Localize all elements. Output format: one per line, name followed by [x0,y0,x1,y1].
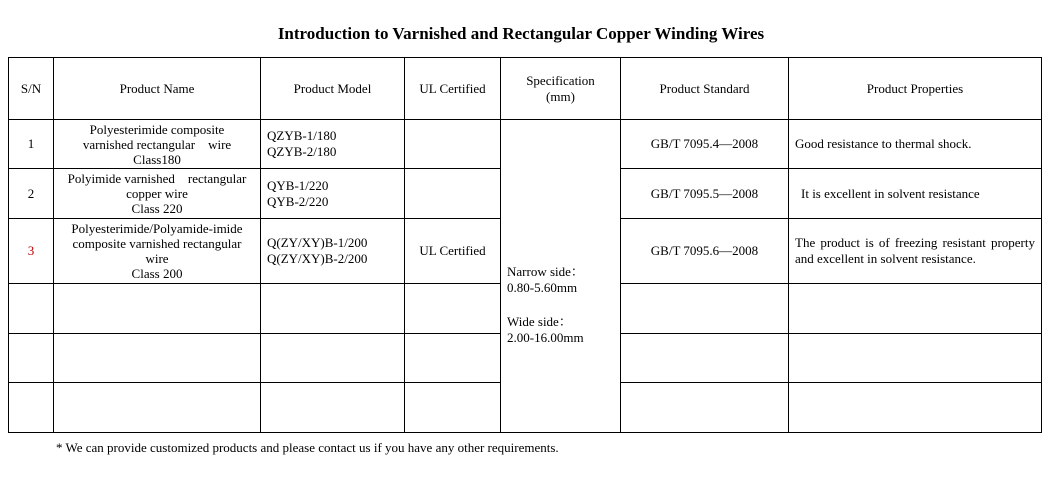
empty-cell [9,284,54,334]
product-table [8,57,1042,433]
empty-cell [9,334,54,383]
row-sn: 1 [9,120,54,169]
empty-cell [405,334,501,383]
empty-cell [261,284,405,334]
empty-cell [405,284,501,334]
empty-cell [621,284,789,334]
empty-cell [405,383,501,433]
row-product-model [261,219,405,284]
empty-cell [261,383,405,433]
row-product-properties: Good resistance to thermal shock. [789,120,1042,169]
empty-cell [621,334,789,383]
product-name-line: wire [145,251,169,266]
header-product-name: Product Name [54,58,261,120]
specification-cell [501,120,621,433]
page-title: Introduction to Varnished and Rectangular Copper Winding Wires [277,24,765,43]
empty-cell [621,383,789,433]
empty-cell [789,334,1042,383]
table-row [9,120,1042,169]
product-model-line: Q(ZY/XY)B-1/200 [267,235,368,250]
row-product-properties: It is excellent in solvent resistance [789,169,1042,219]
empty-cell [54,383,261,433]
empty-cell [261,334,405,383]
empty-cell [54,334,261,383]
header-product-properties: Product Properties [789,58,1042,120]
header-ul-certified: UL Certified [405,58,501,120]
row-product-standard: GB/T 7095.6—2008 [621,219,789,284]
empty-cell [54,284,261,334]
product-name-line: Class 200 [131,266,183,281]
header-specification [501,58,621,120]
row-product-name [54,169,261,219]
row-ul-certified [405,120,501,169]
header-sn: S/N [9,58,54,120]
row-sn: 2 [9,169,54,219]
row-product-model [261,120,405,169]
row-sn: 3 [9,219,54,284]
header-product-model: Product Model [261,58,405,120]
product-model-line: QZYB-2/180 [267,144,337,159]
row-product-standard: GB/T 7095.4—2008 [621,120,789,169]
row-product-model [261,169,405,219]
header-row [9,58,1042,120]
narrow-side-value: 0.80-5.60mm [507,280,578,295]
row-ul-certified [405,169,501,219]
product-name-line: varnished rectangular wire [82,136,232,152]
row-product-name [54,219,261,284]
product-name-line: Polyesterimide/Polyamide-imide [71,221,243,236]
narrow-side-label: Narrow side： [507,264,584,279]
header-specification-line1: Specification [526,72,595,88]
product-model-line: QYB-2/220 [267,193,329,209]
product-name-line: Polyimide varnished rectangular [67,171,247,186]
header-product-standard: Product Standard [621,58,789,120]
wide-side-value: 2.00-16.00mm [507,330,584,345]
row-product-name [54,120,261,169]
footnote: * We can provide customized products and please contact us if you have any other requirements. [56,440,559,455]
row-product-properties: The product is of freezing resistant property and excellent in solvent resistance. [789,219,1042,284]
header-specification-line2: (mm) [546,88,575,104]
product-model-line: Q(ZY/XY)B-2/200 [267,251,368,266]
empty-cell [789,383,1042,433]
product-name-line: Class 220 [131,201,183,216]
empty-cell [9,383,54,433]
product-name-line: composite varnished rectangular [72,236,242,251]
row-ul-certified: UL Certified [405,219,501,284]
wide-side-label: Wide side： [507,314,572,329]
product-name-line: Class180 [133,151,181,167]
product-model-line: QYB-1/220 [267,177,329,193]
product-model-line: QZYB-1/180 [267,128,337,143]
product-name-line: Polyesterimide composite [89,121,225,137]
product-name-line: copper wire [126,186,188,201]
row-product-standard: GB/T 7095.5—2008 [621,169,789,219]
empty-cell [789,284,1042,334]
